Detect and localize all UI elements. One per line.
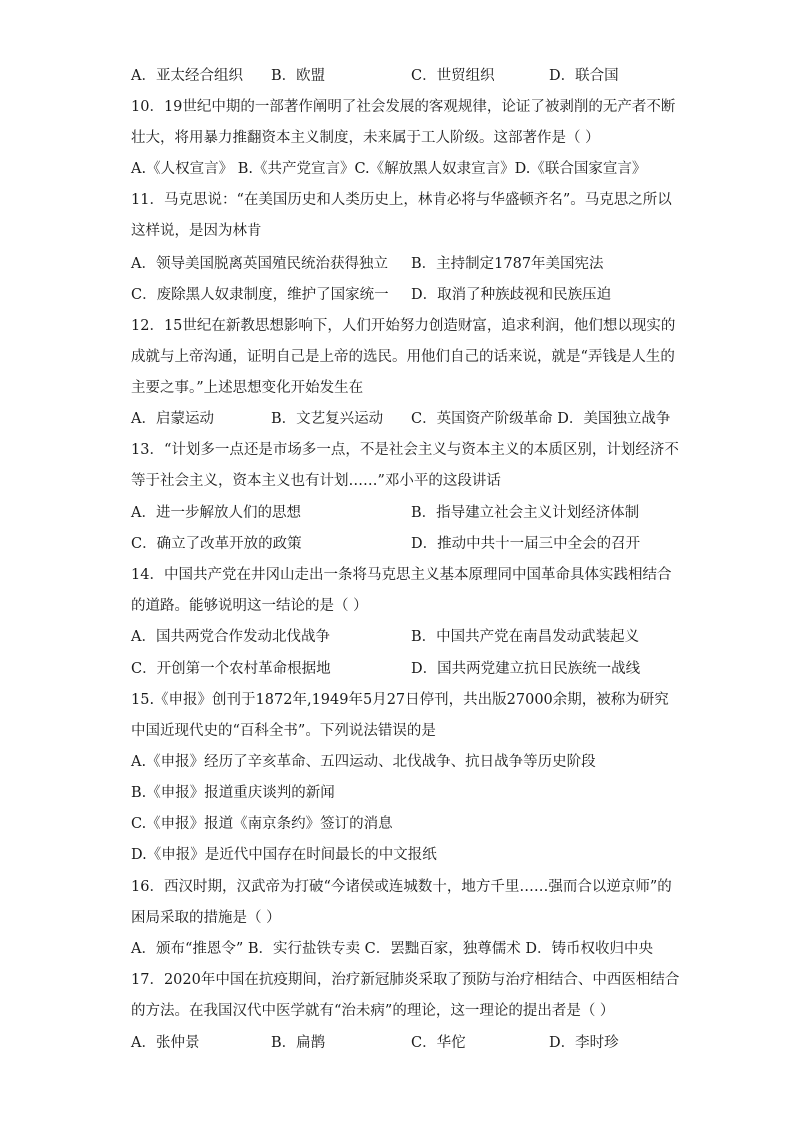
q17-stem-line1: 17．2020年中国在抗疫期间，治疗新冠肺炎采取了预防与治疗相结合、中西医相结合 xyxy=(131,972,680,988)
q13-stem-line1: 13．“计划多一点还是市场多一点，不是社会主义与资本主义的本质区别，计划经济不 xyxy=(131,442,679,458)
q14-stem-line1: 14．中国共产党在井冈山走出一条将马克思主义基本原理同中国革命具体实践相结合 xyxy=(131,567,672,583)
q15-stem-line2: 中国近现代史的“百科全书”。下列说法错误的是 xyxy=(131,723,436,739)
q14-option-a: A．国共两党合作发动北伐战争 xyxy=(131,629,330,645)
q14-stem-line2: 的道路。能够说明这一结论的是（ ） xyxy=(131,598,368,614)
q15-option-b: B.《申报》报道重庆谈判的新闻 xyxy=(131,785,335,801)
q11-option-d: D．取消了种族歧视和民族压迫 xyxy=(411,287,612,303)
q9-option-b: B．欧盟 xyxy=(271,68,326,84)
q13-option-d: D．推动中共十一届三中全会的召开 xyxy=(411,536,641,552)
q16-stem-line2: 困局采取的措施是（ ） xyxy=(131,910,281,926)
q9-option-d: D．联合国 xyxy=(549,68,619,84)
q17-option-d: D．李时珍 xyxy=(549,1035,619,1051)
q15-option-a: A.《申报》经历了辛亥革命、五四运动、北伐战争、抗日战争等历史阶段 xyxy=(131,754,596,770)
q13-option-a: A．进一步解放人们的思想 xyxy=(131,505,301,521)
q13-option-c: C．确立了改革开放的政策 xyxy=(131,536,302,552)
q12-option-cd: C．英国资产阶级革命 D．美国独立战争 xyxy=(411,411,671,427)
q12-stem-line1: 12．15世纪在新教思想影响下，人们开始努力创造财富，追求利润，他们想以现实的 xyxy=(131,318,676,334)
q16-options: A．颁布“推恩令” B．实行盐铁专卖 C．罢黜百家，独尊儒术 D．铸币权收归中央 xyxy=(131,941,653,957)
q11-option-b: B．主持制定1787年美国宪法 xyxy=(411,256,604,272)
q12-stem-line3: 主要之事。”上述思想变化开始发生在 xyxy=(131,380,364,396)
q10-stem-line2: 壮大，将用暴力推翻资本主义制度，未来属于工人阶级。这部著作是（ ） xyxy=(131,130,600,146)
q15-option-c: C.《申报》报道《南京条约》签订的消息 xyxy=(131,816,393,832)
q17-stem-line2: 的方法。在我国汉代中医学就有“治未病”的理论，这一理论的提出者是（ ） xyxy=(131,1003,615,1019)
q14-option-c: C．开创第一个农村革命根据地 xyxy=(131,661,331,677)
q11-stem-line2: 这样说，是因为林肯 xyxy=(131,223,262,239)
q11-option-a: A．领导美国脱离英国殖民统治获得独立 xyxy=(131,256,388,272)
q14-option-d: D．国共两党建立抗日民族统一战线 xyxy=(411,661,641,677)
q17-option-b: B．扁鹊 xyxy=(271,1035,326,1051)
q10-options: A.《人权宣言》 B.《共产党宣言》C.《解放黑人奴隶宣言》D.《联合国家宣言》 xyxy=(131,161,647,177)
q13-stem-line2: 等于社会主义，资本主义也有计划……”邓小平的这段讲话 xyxy=(131,473,501,489)
q10-stem-line1: 10．19世纪中期的一部著作阐明了社会发展的客观规律，论证了被剥削的无产者不断 xyxy=(131,99,676,115)
q17-option-a: A．张仲景 xyxy=(131,1035,200,1051)
q11-option-c: C．废除黑人奴隶制度，维护了国家统一 xyxy=(131,287,389,303)
q11-stem-line1: 11．马克思说：“在美国历史和人类历史上，林肯必将与华盛顿齐名”。马克思之所以 xyxy=(131,192,672,208)
q12-stem-line2: 成就与上帝沟通，证明自己是上帝的选民。用他们自己的话来说，就是“弄钱是人生的 xyxy=(131,349,675,365)
q9-option-a: A．亚太经合组织 xyxy=(131,68,243,84)
q12-option-a: A．启蒙运动 xyxy=(131,411,214,427)
q16-stem-line1: 16．西汉时期，汉武帝为打破“今诸侯或连城数十，地方千里……强而合以逆京师”的 xyxy=(131,879,672,895)
q9-option-c: C．世贸组织 xyxy=(411,68,495,84)
q14-option-b: B．中国共产党在南昌发动武装起义 xyxy=(411,629,640,645)
q15-option-d: D.《申报》是近代中国存在时间最长的中文报纸 xyxy=(131,847,437,863)
q15-stem-line1: 15.《申报》创刊于1872年,1949年5月27日停刊，共出版27000余期，被称为研究 xyxy=(131,692,669,708)
q13-option-b: B．指导建立社会主义计划经济体制 xyxy=(411,505,640,521)
q17-option-c: C．华佗 xyxy=(411,1035,466,1051)
q12-option-b: B．文艺复兴运动 xyxy=(271,411,384,427)
